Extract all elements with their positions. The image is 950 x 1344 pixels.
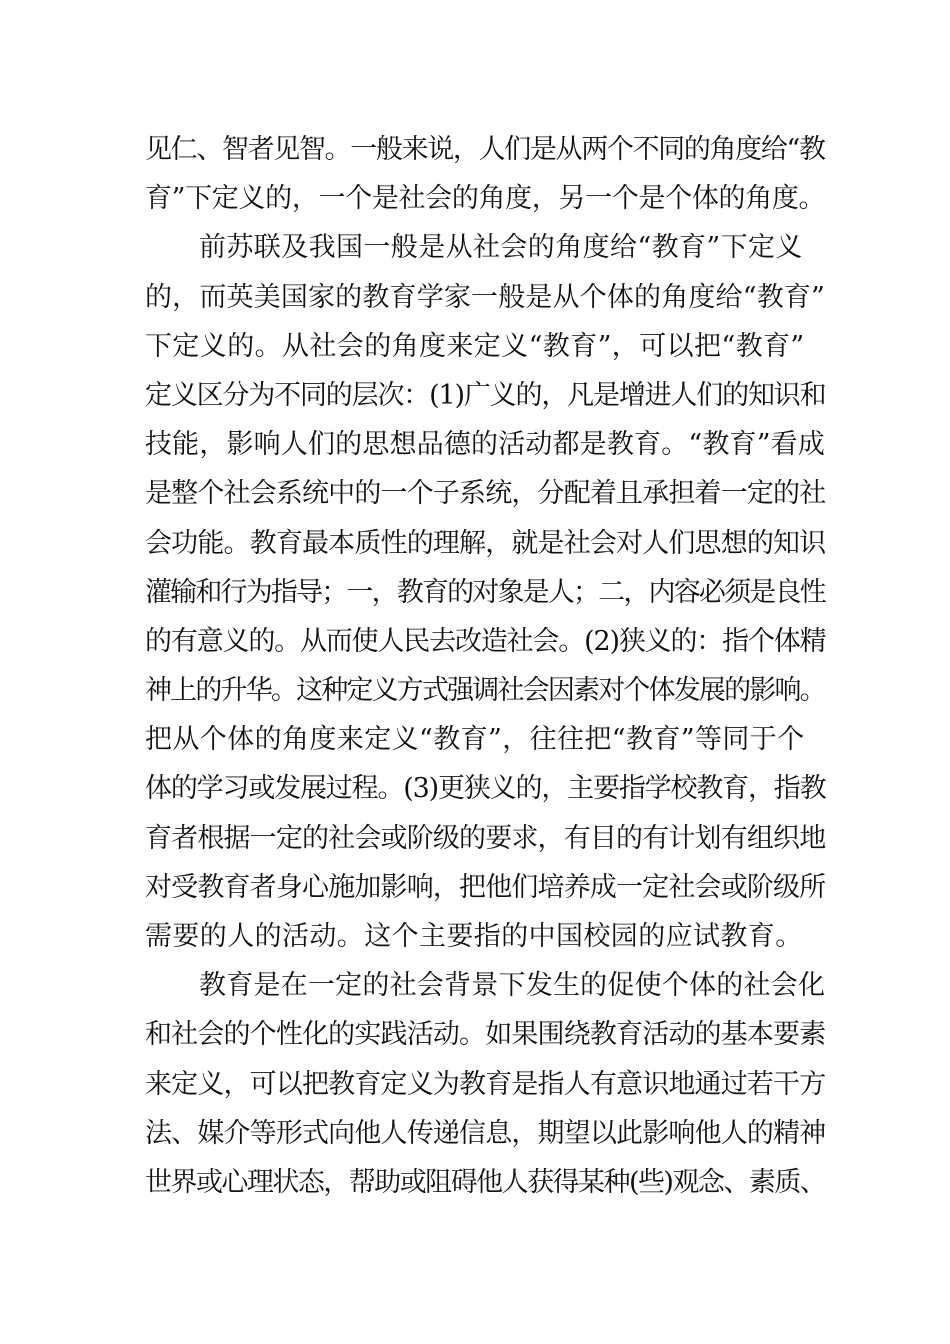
text-line: 把从个体的角度来定义“教育”，往往把“教育”等同于个 bbox=[145, 724, 805, 756]
text-line: 体的学习或发展过程。(3)更狭义的，主要指学校教育，指教 bbox=[145, 773, 826, 805]
text-line: 需要的人的活动。这个主要指的中国校园的应试教育。 bbox=[145, 921, 803, 952]
text-line: 前苏联及我国一般是从社会的角度给“教育”下定义 bbox=[199, 232, 803, 264]
text-line: 下定义的。从社会的角度来定义“教育”，可以把“教育” bbox=[145, 330, 805, 362]
text-line: 育”下定义的，一个是社会的角度，另一个是个体的角度。 bbox=[145, 183, 826, 215]
text-line: 对受教育者身心施加影响，把他们培养成一定社会或阶级所 bbox=[145, 871, 826, 903]
text-line: 来定义，可以把教育定义为教育是指人有意识地通过若干方 bbox=[145, 1068, 826, 1100]
text-line: 灌输和行为指导；一，教育的对象是人；二，内容必须是良性 bbox=[145, 576, 825, 608]
text-line: 神上的升华。这种定义方式强调社会因素对个体发展的影响。 bbox=[145, 675, 825, 707]
text-line: 育者根据一定的社会或阶级的要求，有目的有计划有组织地 bbox=[145, 822, 826, 854]
text-line: 法、媒介等形式向他人传递信息，期望以此影响他人的精神 bbox=[145, 1117, 826, 1149]
body-text bbox=[145, 125, 825, 1207]
text-line: 的有意义的。从而使人民去改造社会。(2)狭义的：指个体精 bbox=[145, 625, 826, 657]
text-line: 和社会的个性化的实践活动。如果围绕教育活动的基本要素 bbox=[145, 1019, 826, 1051]
text-line: 技能，影响人们的思想品德的活动都是教育。“教育”看成 bbox=[145, 429, 826, 461]
text-line: 定义区分为不同的层次：(1)广义的，凡是增进人们的知识和 bbox=[145, 379, 826, 411]
text-line: 世界或心理状态，帮助或阻碍他人获得某种(些)观念、素质、 bbox=[145, 1166, 826, 1198]
text-line: 的，而英美国家的教育学家一般是从个体的角度给“教育” bbox=[145, 281, 826, 313]
text-line: 教育是在一定的社会背景下发生的促使个体的社会化 bbox=[199, 970, 826, 1002]
text-line: 是整个社会系统中的一个子系统，分配着且承担着一定的社 bbox=[145, 478, 826, 510]
text-line: 会功能。教育最本质性的理解，就是社会对人们思想的知识 bbox=[145, 527, 826, 559]
text-line: 见仁、智者见智。一般来说，人们是从两个不同的角度给“教 bbox=[145, 134, 825, 165]
